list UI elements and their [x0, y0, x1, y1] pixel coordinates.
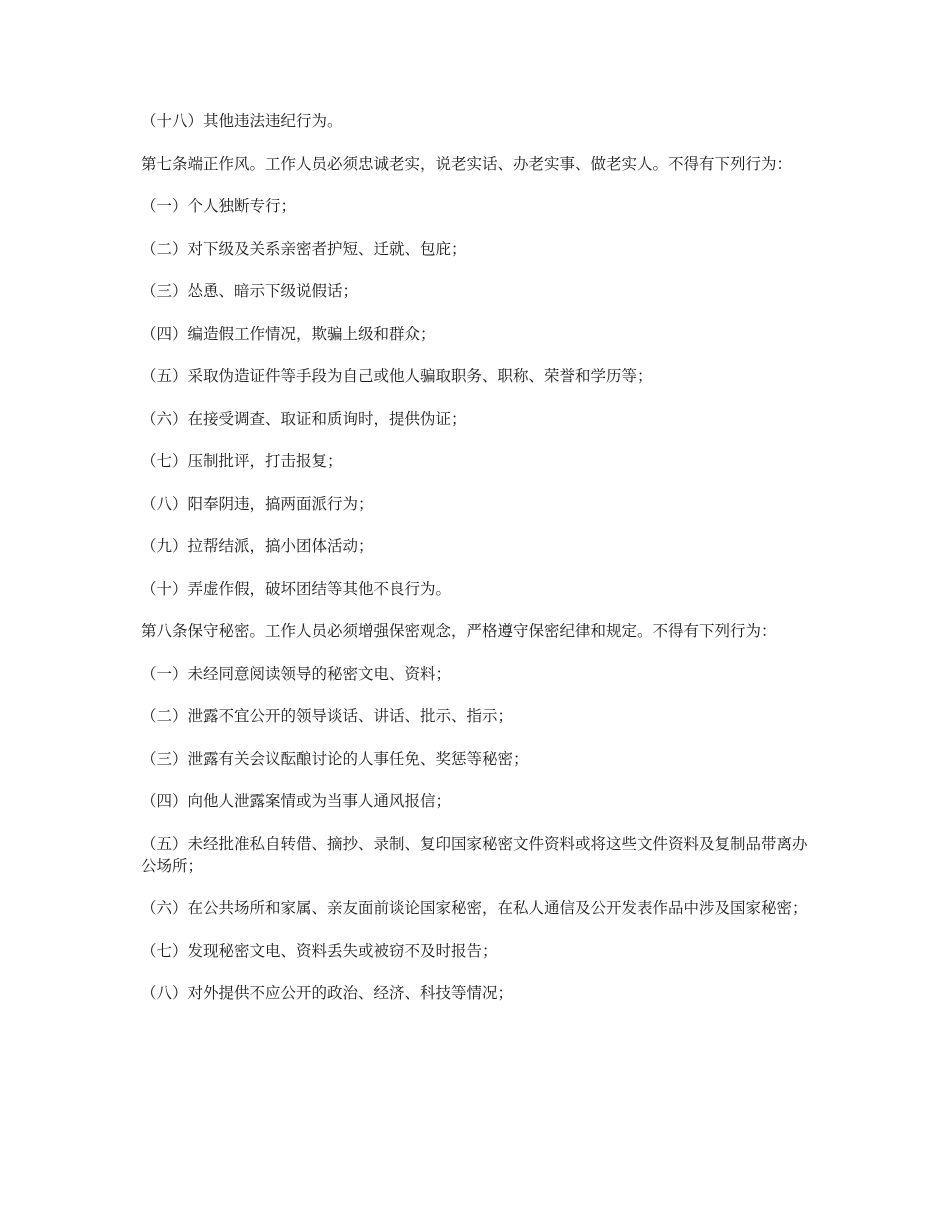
paragraph-10: （八）阳奉阴违，搞两面派行为；	[141, 494, 374, 513]
paragraph-21: （八）对外提供不应公开的政治、经济、科技等情况；	[141, 984, 514, 1002]
paragraph-12: （十）弄虚作假，破坏团结等其他不良行为。	[141, 579, 452, 598]
paragraph-8: （六）在接受调查、取证和质询时，提供伪证；	[141, 409, 467, 428]
paragraph-7: （五）采取伪造证件等手段为自己或他人骗取职务、职称、荣誉和学历等；	[141, 367, 653, 385]
paragraph-5: （三）怂恿、暗示下级说假话；	[141, 282, 359, 300]
paragraph-16: （三）泄露有关会议酝酿讨论的人事任免、奖惩等秘密；	[141, 749, 529, 768]
paragraph-17: （四）向他人泄露案情或为当事人通风报信；	[141, 792, 452, 810]
paragraph-18: （五）未经批准私自转借、摘抄、录制、复印国家秘密文件资料或将这些文件资料及复制品带离办公场所；	[141, 834, 808, 875]
paragraph-9: （七）压制批评，打击报复；	[141, 452, 343, 470]
document-body	[141, 110, 813, 1025]
paragraph-19: （六）在公共场所和家属、亲友面前谈论国家秘密，在私人通信及公开发表作品中涉及国家秘密；	[141, 899, 808, 917]
paragraph-3: （一）个人独断专行；	[141, 197, 297, 215]
paragraph-1: （十八）其他违法违纪行为。	[141, 112, 343, 130]
paragraph-13: 第八条保守秘密。工作人员必须增强保密观念，严格遵守保密纪律和规定。不得有下列行为：	[141, 622, 777, 640]
paragraph-14: （一）未经同意阅读领导的秘密文电、资料；	[141, 664, 452, 683]
paragraph-6: （四）编造假工作情况，欺骗上级和群众；	[141, 324, 436, 343]
paragraph-11: （九）拉帮结派，搞小团体活动；	[141, 537, 374, 555]
paragraph-20: （七）发现秘密文电、资料丢失或被窃不及时报告；	[141, 941, 498, 960]
paragraph-2: 第七条端正作风。工作人员必须忠诚老实，说老实话、办老实事、做老实人。不得有下列行为：	[141, 154, 793, 173]
paragraph-4: （二）对下级及关系亲密者护短、迁就、包庇；	[141, 239, 467, 258]
paragraph-15: （二）泄露不宜公开的领导谈话、讲话、批示、指示；	[141, 707, 514, 725]
